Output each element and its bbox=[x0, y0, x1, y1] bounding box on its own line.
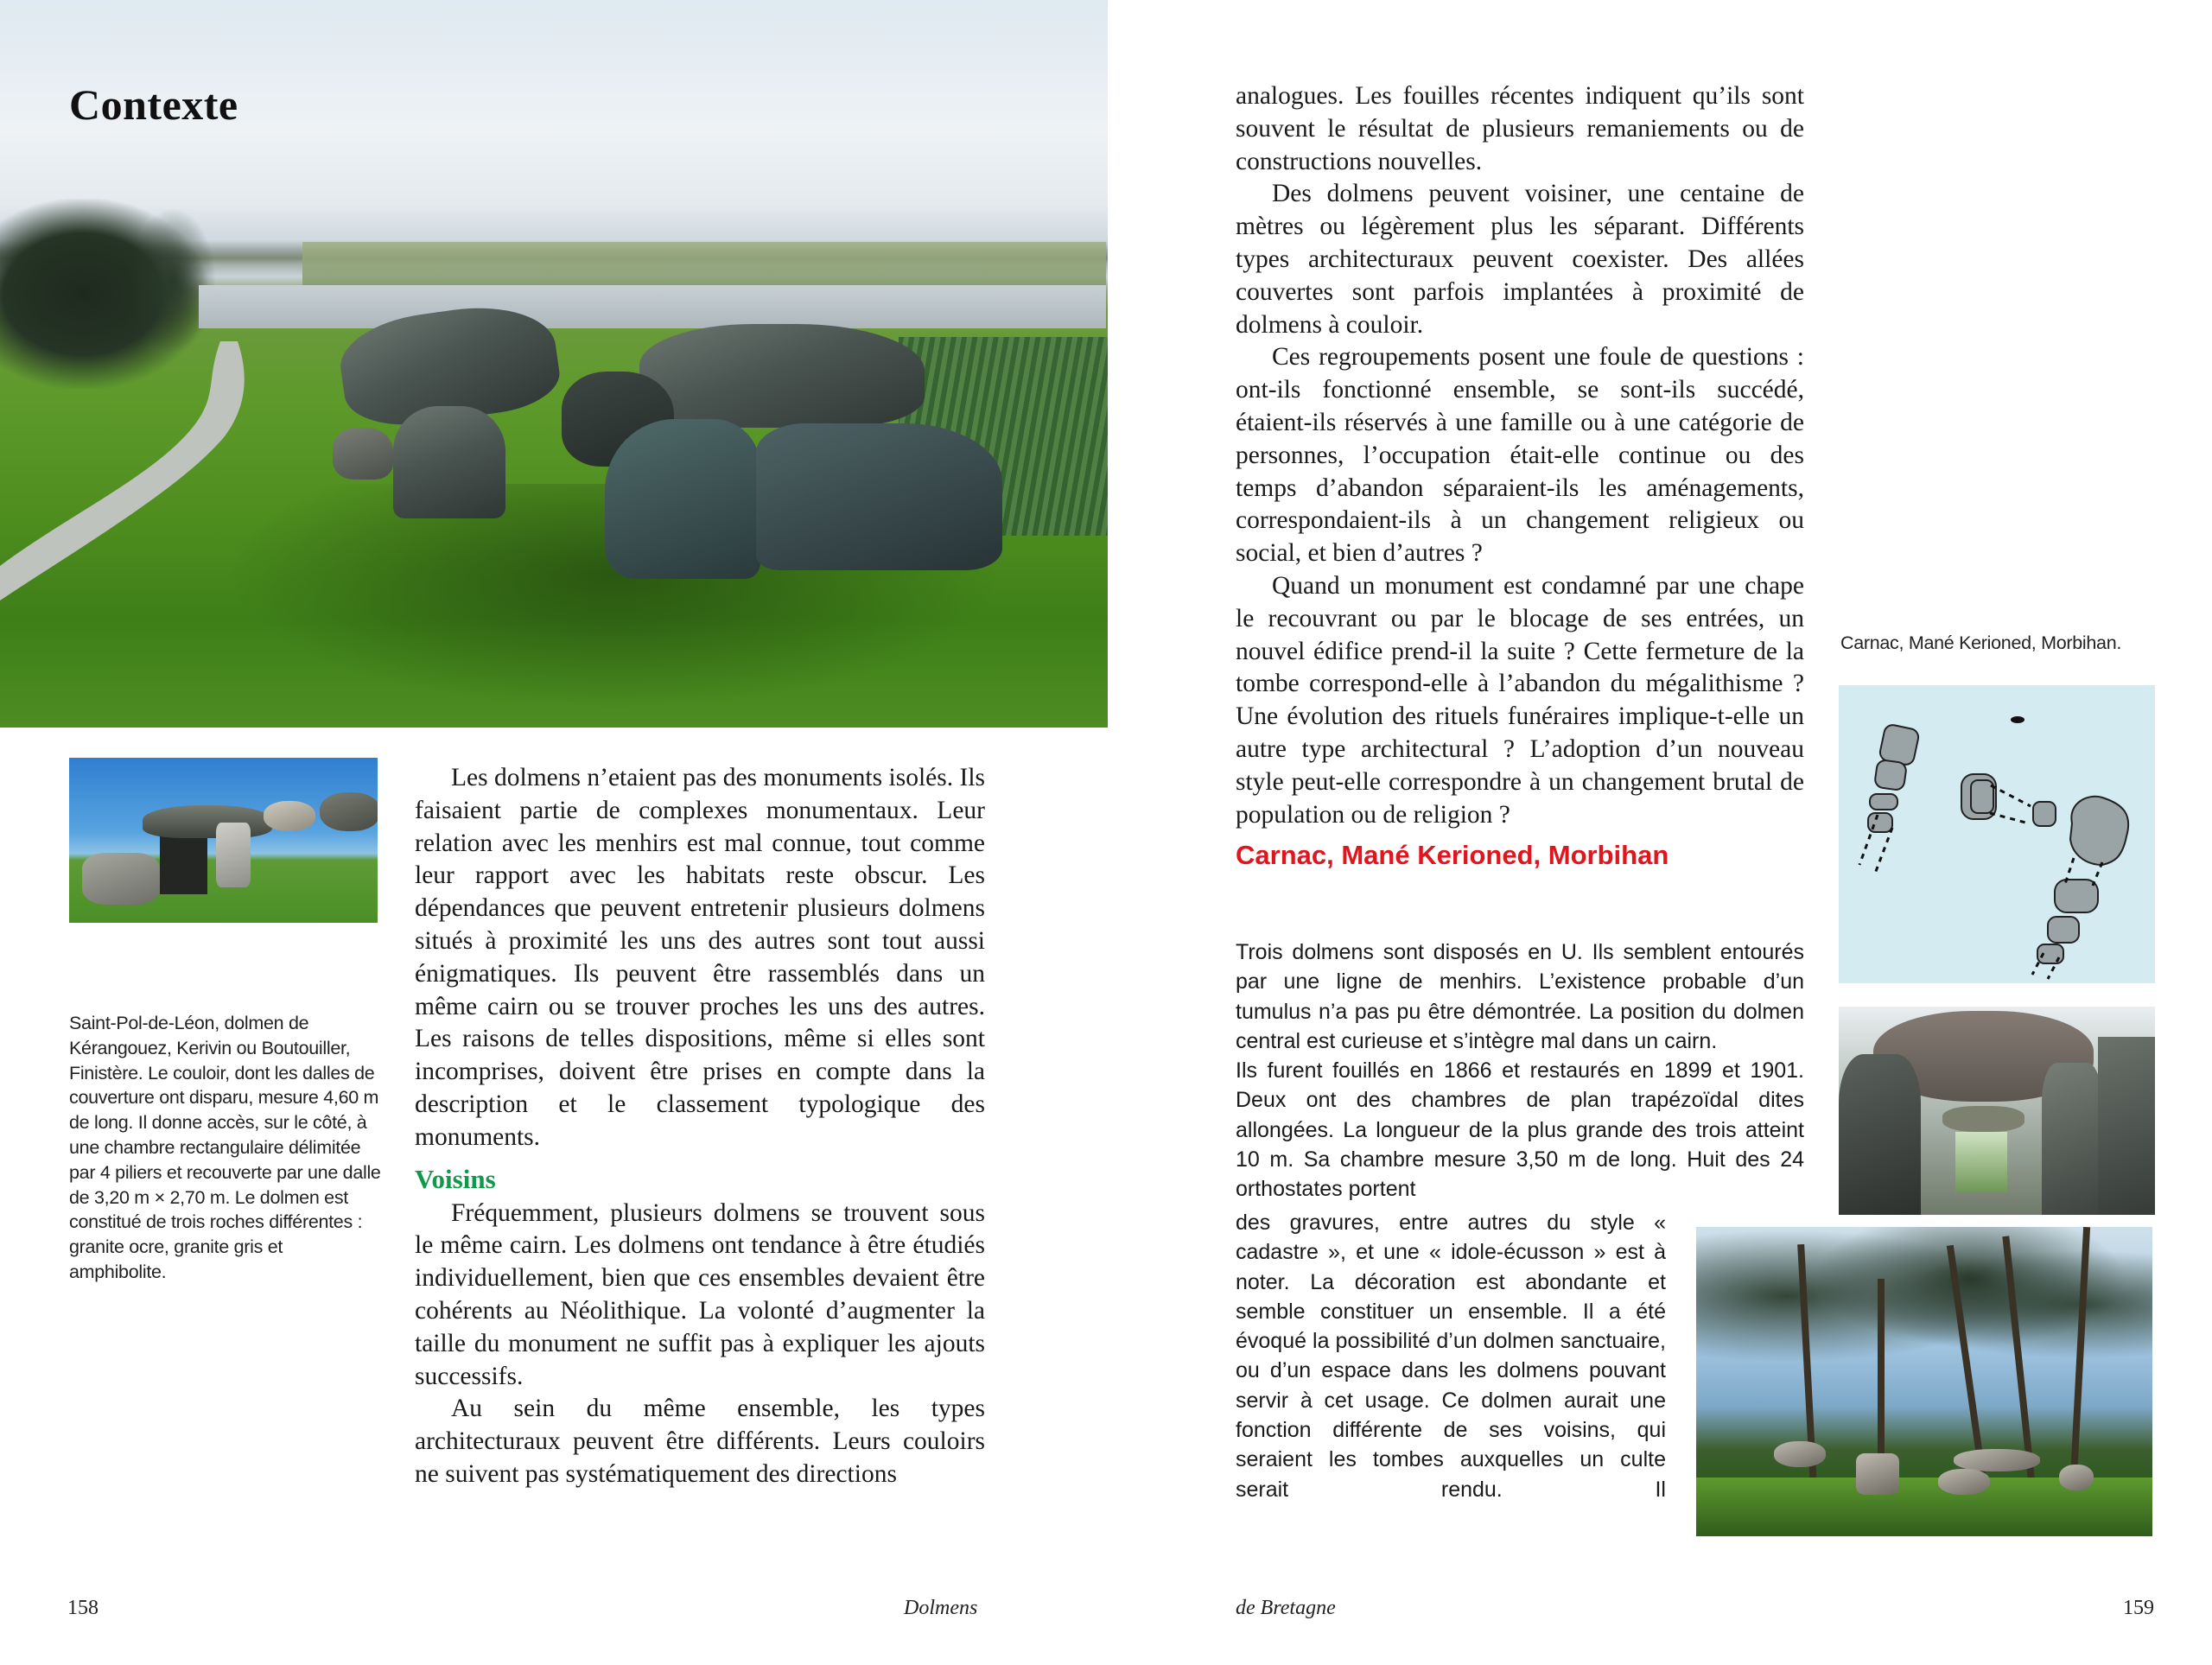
orthostat bbox=[393, 406, 505, 518]
body-column-left bbox=[415, 762, 985, 1491]
capstone-right bbox=[639, 324, 925, 428]
orthostat bbox=[2042, 1063, 2102, 1215]
small-dolmen-photo bbox=[69, 758, 378, 923]
paragraph: Quand un monument est condamné par une chape le recouvrant ou par le blocage de ses entrées, un nouvel édifice prend-il la suite ? Cette fermeture de la tombe correspond-elle à l’abandon du mégalithisme ? Une évolution des rituels funéraires implique-t-elle un autre type architectural ? L’adoption d’un nouveau style peut-elle correspondre à un changement brutal de population ou de religion ? bbox=[1236, 571, 1804, 829]
page-number-left: 158 bbox=[67, 1597, 99, 1619]
dolmens-forest-photo bbox=[1696, 1227, 2152, 1536]
figure-caption: Carnac, Mané Kerioned, Morbihan. bbox=[1840, 632, 2122, 653]
stone bbox=[82, 853, 160, 905]
chamber-opening bbox=[160, 834, 207, 894]
orthostat bbox=[605, 419, 760, 579]
orthostat bbox=[1839, 1054, 1921, 1215]
stone bbox=[1774, 1441, 1826, 1467]
paragraph: Des dolmens peuvent voisiner, une centaine de mètres ou légèrement plus les séparant. Différents types architecturaux peuvent coexister. Des allées couvertes sont parfois implantées à proximité de dolmens à couloir. bbox=[1236, 180, 1804, 339]
paragraph: Trois dolmens sont disposés en U. Ils semblent entourés par une ligne de menhirs. L’existence probable d’un tumulus n’a pas pu être démontrée. La position du dolmen central est curieuse et s’intègre mal dans un cairn. bbox=[1236, 940, 1804, 1053]
road bbox=[0, 341, 259, 704]
paragraph: Au sein du même ensemble, les types architecturaux peuvent être différents. Leurs couloirs ne suivent pas systématiquement des directions bbox=[415, 1395, 985, 1488]
site-heading: Carnac, Mané Kerioned, Morbihan bbox=[1236, 840, 1669, 871]
page-title: Contexte bbox=[69, 80, 238, 129]
dolmen-chamber-photo bbox=[1839, 1007, 2155, 1215]
small-stone bbox=[333, 428, 393, 480]
distant-fields bbox=[302, 242, 1106, 289]
running-head-left: Dolmens bbox=[904, 1597, 978, 1619]
running-head-right: de Bretagne bbox=[1236, 1597, 1336, 1619]
stone bbox=[320, 792, 378, 831]
site-description-continued bbox=[1236, 1208, 1666, 1504]
paragraph: des gravures, entre autres du style « cadastre », et une « idole-écusson » est à noter. La décoration est abondante et semble constituer un ensemble. Il a été évoqué la possibilité d’un dolmen sanctuaire, ou d’un espace dans les dolmens pouvant servir à cet usage. Ce dolmen aurait une fonction différente de ses voisins, qui seraient les tombes auxquelles un culte serait rendu. Il bbox=[1236, 1211, 1666, 1502]
paragraph: Les dolmens n’etaient pas des monuments isolés. Ils faisaient partie de complexes monumentaux. Leur relation avec les menhirs est mal connue, tout comme leur rapport avec les habitats reste obscur. Les dépendances que peuvent entretenir plusieurs dolmens situés à proximité les uns des autres sont tout aussi énigmatiques. Ils peuvent être rassemblés dans un même cairn ou se trouver proches les uns des autres. Les raisons de telles dispositions, même si elles sont incomprises, doivent être prises en compte dans la description et le classement typologique des monuments. bbox=[415, 764, 985, 1151]
site-plan-figure bbox=[1839, 685, 2155, 983]
paragraph: Ils furent fouillés en 1866 et restaurés en 1899 et 1901. Deux ont des chambres de plan trapézoïdal dites allongées. La longueur de la plus grande des trois atteint 10 m. Sa chambre mesure 3,50 m de long. Huit des 24 orthostates portent bbox=[1236, 1058, 1804, 1202]
paragraph: analogues. Les fouilles récentes indiquent qu’ils sont souvent le résultat de plusieurs remaniements ou de constructions nouvelles. bbox=[1236, 82, 1804, 175]
menhir-mark bbox=[2011, 716, 2024, 723]
stone bbox=[216, 823, 251, 887]
stone bbox=[2059, 1465, 2094, 1490]
capstone bbox=[143, 805, 272, 838]
stone bbox=[1856, 1453, 1899, 1495]
page-number-right: 159 bbox=[2123, 1597, 2154, 1619]
orthostat bbox=[756, 423, 1002, 570]
stone bbox=[1938, 1469, 1990, 1495]
paragraph: Fréquemment, plusieurs dolmens se trouvent sous le même cairn. Les dolmens ont tendance à être étudiés individuellement, bien que ces ensembles devaient être cohérents au Néolithique. La volonté d’augmenter la taille du monument ne suffit pas à expliquer les ajouts successifs. bbox=[415, 1198, 985, 1390]
body-column-right bbox=[1236, 80, 1804, 873]
photo-caption: Saint-Pol-de-Léon, dolmen de Kérangouez, Kerivin ou Boutouiller, Finistère. Le couloir, dont les dalles de couverture ont disparu, mesure 4,60 m de long. Il donne accès, sur le côté, à une chambre rectangulaire délimitée par 4 piliers et recouverte par une dalle de 3,20 m × 2,70 m. Le dolmen est constitué de trois roches différentes : granite ocre, granite gris et amphibolite. bbox=[69, 1013, 381, 1282]
trees bbox=[130, 207, 216, 354]
inner-capstone bbox=[1942, 1106, 2024, 1132]
passage-light bbox=[1955, 1132, 2007, 1192]
section-heading: Voisins bbox=[415, 1163, 496, 1194]
site-description bbox=[1236, 937, 1804, 1204]
estuary bbox=[199, 285, 1106, 328]
plan-drawing bbox=[1839, 685, 2155, 983]
stone bbox=[264, 801, 315, 831]
orthostat bbox=[2098, 1037, 2155, 1215]
paragraph: Ces regroupements posent une foule de questions : ont-ils fonctionné ensemble, se sont-ils succédé, étaient-ils réservés à une famille ou à une catégorie de personnes, l’occupation était-elle continue ou des temps d’abandon séparaient-ils les aménagements, correspondaient-ils à un changement religieux ou social, et bien d’autres ? bbox=[1236, 343, 1804, 568]
